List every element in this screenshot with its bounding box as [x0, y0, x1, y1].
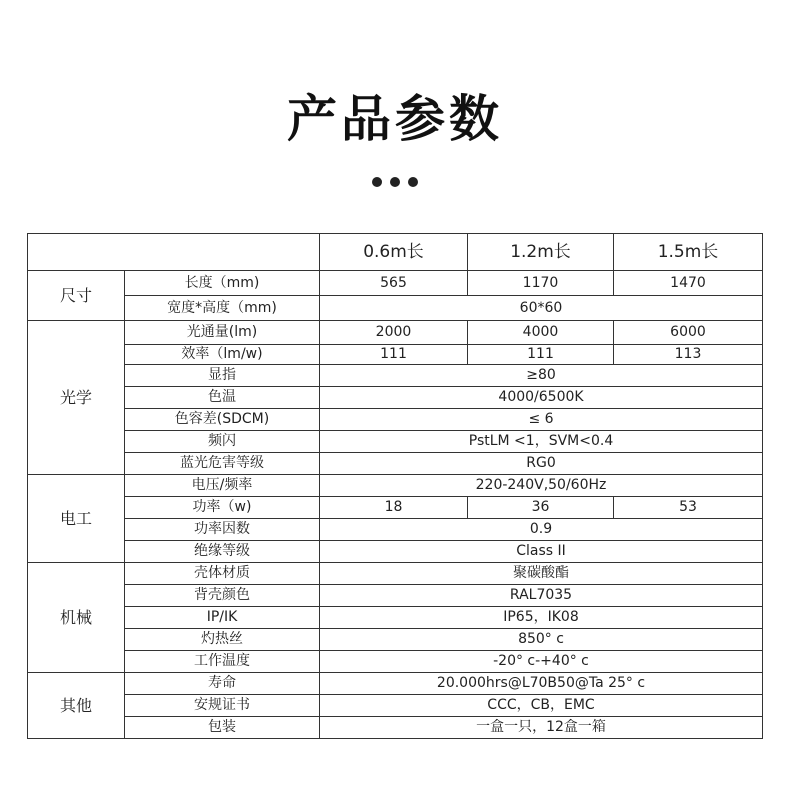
table-row	[28, 607, 763, 629]
value-cell: 113	[614, 345, 763, 365]
table-row	[28, 695, 763, 717]
merged-value-cell: 4000/6500K	[320, 387, 763, 409]
value-cell: 2000	[320, 321, 468, 345]
header-row	[28, 234, 763, 271]
param-label-cell: 色温	[125, 387, 320, 409]
param-label-cell: 宽度*高度（mm)	[125, 296, 320, 321]
param-label-cell: 工作温度	[125, 651, 320, 673]
column-header-0-6m: 0.6m长	[320, 234, 468, 271]
value-cell: 36	[468, 497, 614, 519]
value-cell: 111	[468, 345, 614, 365]
value-cell: 4000	[468, 321, 614, 345]
table-row	[28, 475, 763, 497]
param-label-cell: 壳体材质	[125, 563, 320, 585]
table-row	[28, 563, 763, 585]
table-row	[28, 431, 763, 453]
param-label-cell: 背壳颜色	[125, 585, 320, 607]
table-row	[28, 345, 763, 365]
column-header-1-2m: 1.2m长	[468, 234, 614, 271]
param-label-cell: IP/IK	[125, 607, 320, 629]
merged-value-cell: 60*60	[320, 296, 763, 321]
table-row	[28, 321, 763, 345]
group-label-cell: 尺寸	[28, 271, 125, 321]
group-label-cell: 机械	[28, 563, 125, 673]
title-divider-dots	[0, 177, 790, 187]
merged-value-cell: 聚碳酸酯	[320, 563, 763, 585]
table-row	[28, 717, 763, 739]
dot	[408, 177, 418, 187]
table-row	[28, 409, 763, 431]
param-label-cell: 功率（w)	[125, 497, 320, 519]
merged-value-cell: 20.000hrs@L70B50@Ta 25° c	[320, 673, 763, 695]
param-label-cell: 包装	[125, 717, 320, 739]
value-cell: 6000	[614, 321, 763, 345]
merged-value-cell: PstLM <1，SVM<0.4	[320, 431, 763, 453]
dot	[372, 177, 382, 187]
param-label-cell: 蓝光危害等级	[125, 453, 320, 475]
param-label-cell: 光通量(lm)	[125, 321, 320, 345]
table-row	[28, 387, 763, 409]
merged-value-cell: IP65，IK08	[320, 607, 763, 629]
table-row	[28, 271, 763, 296]
merged-value-cell: ≤ 6	[320, 409, 763, 431]
merged-value-cell: ≥80	[320, 365, 763, 387]
merged-value-cell: RAL7035	[320, 585, 763, 607]
table-row	[28, 585, 763, 607]
param-label-cell: 长度（mm)	[125, 271, 320, 296]
group-label-cell: 光学	[28, 321, 125, 475]
table-row	[28, 497, 763, 519]
value-cell: 111	[320, 345, 468, 365]
page-title: 产品参数	[287, 90, 503, 148]
table-row	[28, 541, 763, 563]
table-row	[28, 629, 763, 651]
group-label-cell: 其他	[28, 673, 125, 739]
value-cell: 565	[320, 271, 468, 296]
param-label-cell: 色容差(SDCM)	[125, 409, 320, 431]
param-label-cell: 寿命	[125, 673, 320, 695]
header-blank-cell	[28, 234, 320, 271]
table-row	[28, 453, 763, 475]
value-cell: 1470	[614, 271, 763, 296]
merged-value-cell: 220-240V,50/60Hz	[320, 475, 763, 497]
merged-value-cell: RG0	[320, 453, 763, 475]
table-row	[28, 365, 763, 387]
value-cell: 1170	[468, 271, 614, 296]
dot	[390, 177, 400, 187]
table-row	[28, 651, 763, 673]
merged-value-cell: 一盒一只，12盒一箱	[320, 717, 763, 739]
merged-value-cell: -20° c-+40° c	[320, 651, 763, 673]
value-cell: 18	[320, 497, 468, 519]
param-label-cell: 频闪	[125, 431, 320, 453]
group-label-cell: 电工	[28, 475, 125, 563]
param-label-cell: 灼热丝	[125, 629, 320, 651]
merged-value-cell: 850° c	[320, 629, 763, 651]
merged-value-cell: 0.9	[320, 519, 763, 541]
table-row	[28, 673, 763, 695]
param-label-cell: 绝缘等级	[125, 541, 320, 563]
value-cell: 53	[614, 497, 763, 519]
table-row	[28, 519, 763, 541]
param-label-cell: 电压/频率	[125, 475, 320, 497]
merged-value-cell: Class II	[320, 541, 763, 563]
param-label-cell: 效率（lm/w)	[125, 345, 320, 365]
spec-table	[27, 233, 763, 739]
param-label-cell: 安规证书	[125, 695, 320, 717]
merged-value-cell: CCC，CB，EMC	[320, 695, 763, 717]
param-label-cell: 功率因数	[125, 519, 320, 541]
column-header-1-5m: 1.5m长	[614, 234, 763, 271]
table-row	[28, 296, 763, 321]
param-label-cell: 显指	[125, 365, 320, 387]
